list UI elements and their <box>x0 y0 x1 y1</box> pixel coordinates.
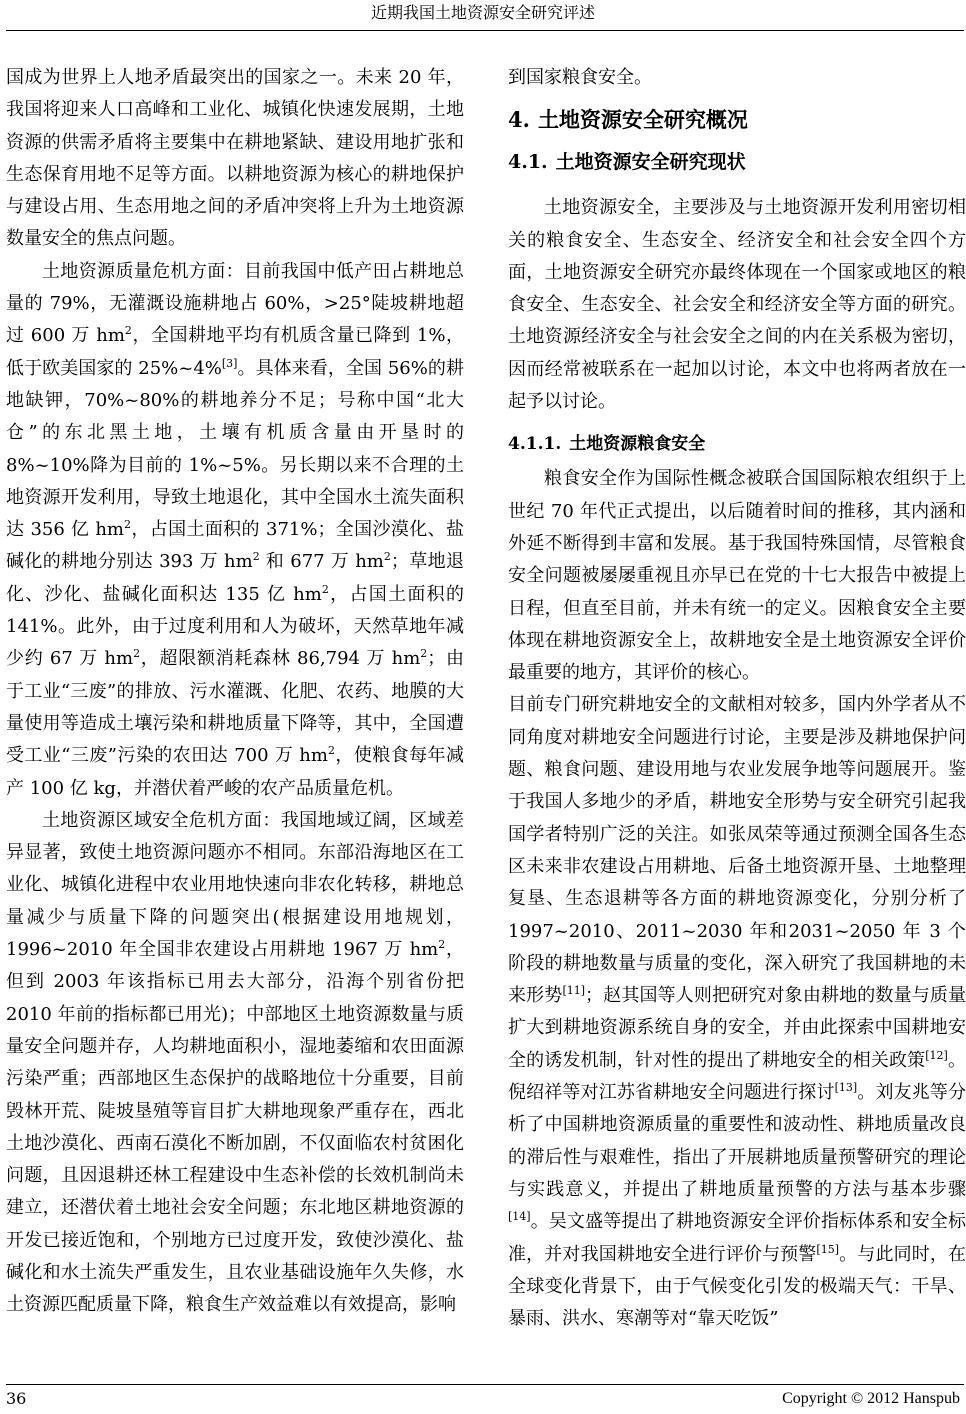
superscript-2: 2 <box>124 324 132 338</box>
right-column <box>508 62 966 1335</box>
paragraph-overview: 土地资源安全，主要涉及与土地资源开发利用密切相关的粮食安全、生态安全、经济安全和社会安全四个方面，土地资源安全研究亦最终体现在一个国家或地区的粮食安全、生态安全、社会安全和经济安全等方面的研究。土地资源经济安全与社会安全之间的内在关系极为密切，因而经常被联系在一起加以讨论，本文中也将两者放在一起予以讨论。 <box>508 197 966 413</box>
text-run: ，使粮食每年减产 100 亿 kg，并潜伏着严峻的农产品质量危机。 <box>6 745 465 799</box>
superscript-2: 2 <box>438 938 446 952</box>
section-number: 4. <box>508 107 530 133</box>
text-run: 。刘友兆等分析了中国耕地资源质量的重要性和波动性、耕地质量改良的滞后性与艰难性，指出了开展耕地质量预警研究的理论与实践意义，并提出了耕地质量预警的方法与基本步骤 <box>508 1082 966 1200</box>
text-run: ；草地退化、沙化、盐碱化面积达 135 亿 hm <box>6 551 465 605</box>
page-number: 36 <box>6 1389 27 1408</box>
paragraph-continued: 到国家粮食安全。 <box>508 67 652 88</box>
section-number: 4.1.1. <box>508 434 562 455</box>
citation-11: [11] <box>562 984 586 998</box>
citation-14: [14] <box>508 1210 531 1224</box>
left-column <box>6 62 464 1322</box>
citation-13: [13] <box>834 1081 858 1095</box>
section-heading-4-1 <box>508 148 966 176</box>
citation-3: [3] <box>221 356 238 370</box>
text-run: 。具体来看，全国 56%的耕地缺钾，70%~80%的耕地养分不足；号称中国“北大仓”的东北黑土地，土壤有机质含量由开垦时的 8%~10%降为目前的 1%~5%。另长期以来不合理的土地资源开发利用，导致土地退化，其中全国水土流失面积达 356 亿 hm <box>6 357 464 541</box>
text-run: ，占国土面积的 371%；全国沙漠化、盐碱化的耕地分别达 393 万 hm <box>6 519 464 573</box>
paragraph-quality-crisis <box>6 256 464 805</box>
superscript-2: 2 <box>383 550 391 564</box>
section-title: 土地资源安全研究现状 <box>555 151 746 174</box>
section-title: 土地资源安全研究概况 <box>537 108 748 133</box>
copyright-notice: Copyright © 2012 Hanspub <box>782 1390 960 1407</box>
section-number: 4.1. <box>508 151 548 174</box>
text-run: 目前专门研究耕地安全的文献相对较多，国内外学者从不同角度对耕地安全问题进行讨论，主要是涉及耕地保护问题、粮食问题、建设用地与农业发展争地等问题展开。鉴于我国人多地少的矛盾，耕地安全形势与安全研究引起我国学者特别广泛的关注。如张凤荣等通过预测全国各生态区未来非农建设占用耕地、后备土地资源开垦、土地整理复垦、生态退耕等各方面的耕地资源变化，分别分析了 1997~2010、2011~2030 年和2031~2050 年 3 个阶段的耕地数量与质量的变化，深入研究了我国耕地的未来形势 <box>508 694 966 1007</box>
paragraph-continued: 国成为世界上人地矛盾最突出的国家之一。未来 20 年，我国将迎来人口高峰和工业化、城镇化快速发展期，土地资源的供需矛盾将主要集中在耕地紧缺、建设用地扩张和生态保育用地不足等方面。以耕地资源为核心的耕地保护与建设占用、生态用地之间的矛盾冲突将上升为土地资源数量安全的焦点问题。 <box>6 67 464 250</box>
superscript-2: 2 <box>327 744 335 758</box>
text-run: ；由于工业“三废”的排放、污水灌溉、化肥、农药、地膜的大量使用等造成土壤污染和耕地质量下降等，其中，全国遭受工业“三废”污染的农田达 700 万 hm <box>6 648 465 767</box>
text-run: 。与此同时，在全球变化背景下，由于气候变化引发的极端天气：干旱、暴雨、洪水、寒潮等对“靠天吃饭” <box>508 1243 966 1330</box>
section-heading-4 <box>508 106 966 134</box>
citation-12: [12] <box>925 1048 948 1062</box>
section-title: 土地资源粮食安全 <box>569 434 706 455</box>
paragraph-literature <box>508 689 966 1335</box>
text-run: ，全国耕地平均有机质含量已降到 1%，低于欧美国家的 25%~4% <box>6 325 465 379</box>
footer-rule <box>6 1384 964 1385</box>
text-run: 土地资源区域安全危机方面：我国地域辽阔，区域差异显著，致使土地资源问题亦不相同。东部沿海地区在工业化、城镇化进程中农业用地快速向非农化转移，耕地总量减少与质量下降的问题突出(根据建设用地规划，1996~2010 年全国非农建设占用耕地 1967 万 hm <box>6 809 464 961</box>
text-run: 土地资源质量危机方面：目前我国中低产田占耕地总量的 79%，无灌溉设施耕地占 60%，>25°陡坡耕地超过 600 万 hm <box>6 260 464 347</box>
text-run: ；赵其国等人则把研究对象由耕地的数量与质量扩大到耕地资源系统自身的安全，并由此探索中国耕地安全的诱发机制，针对性的提出了耕地安全的相关政策 <box>508 985 966 1071</box>
paragraph-regional-crisis <box>6 805 464 1322</box>
citation-15: [15] <box>816 1242 840 1256</box>
superscript-2: 2 <box>124 518 131 532</box>
text-run: 。倪绍祥等对江苏省耕地安全问题进行探讨 <box>508 1049 966 1104</box>
superscript-2: 2 <box>321 582 329 596</box>
text-run: 和 677 万 hm <box>259 551 384 573</box>
text-run: 。吴文盛等提出了耕地资源安全评价指标体系和安全标准，并对我国耕地安全进行评价与预警 <box>508 1211 966 1265</box>
text-run: ，超限额消耗森林 86,794 万 hm <box>140 648 421 670</box>
running-head-title: 近期我国土地资源安全研究评述 <box>370 3 595 22</box>
paragraph-food-security: 粮食安全作为国际性概念被联合国国际粮农组织于上世纪 70 年代正式提出，以后随着时间的推移，其内涵和外延不断得到丰富和发展。基于我国特殊国情，尽管粮食安全问题被屡屡重视且亦早已在党的十七大报告中被提上日程，但直至目前，并未有统一的定义。因粮食安全主要体现在耕地资源安全上，故耕地安全是土地资源安全评价最重要的地方，其评价的核心。 <box>508 468 966 684</box>
superscript-2: 2 <box>420 647 428 661</box>
superscript-2: 2 <box>252 550 260 564</box>
header-rule <box>6 30 964 31</box>
superscript-2: 2 <box>133 647 141 661</box>
text-run: ，但到 2003 年该指标已用去大部分，沿海个别省份把 2010 年前的指标都已用光)；中部地区土地资源数量与质量安全问题并存，人均耕地面积小，湿地萎缩和农田面源污染严重；西部地区生态保护的战略地位十分重要，目前毁林开荒、陡坡垦殖等盲目扩大耕地现象严重存在，西北土地沙漠化、西南石漠化不断加剧，不仅面临农村贫困化问题，且因退耕还林工程建设中生态补偿的长效机制尚未建立，还潜伏着土地社会安全问题；东北地区耕地资源的开发已接近饱和，个别地方已过度开发，致使沙漠化、盐碱化和水土流失严重发生，且农业基础设施年久失修，水土资源匹配质量下降，粮食生产效益难以有效提高，影响 <box>6 939 464 1316</box>
text-run: ，占国土面积的 141%。此外，由于过度利用和人为破坏，天然草地年减少约 67 万 hm <box>6 583 464 670</box>
section-heading-4-1-1 <box>508 431 966 457</box>
